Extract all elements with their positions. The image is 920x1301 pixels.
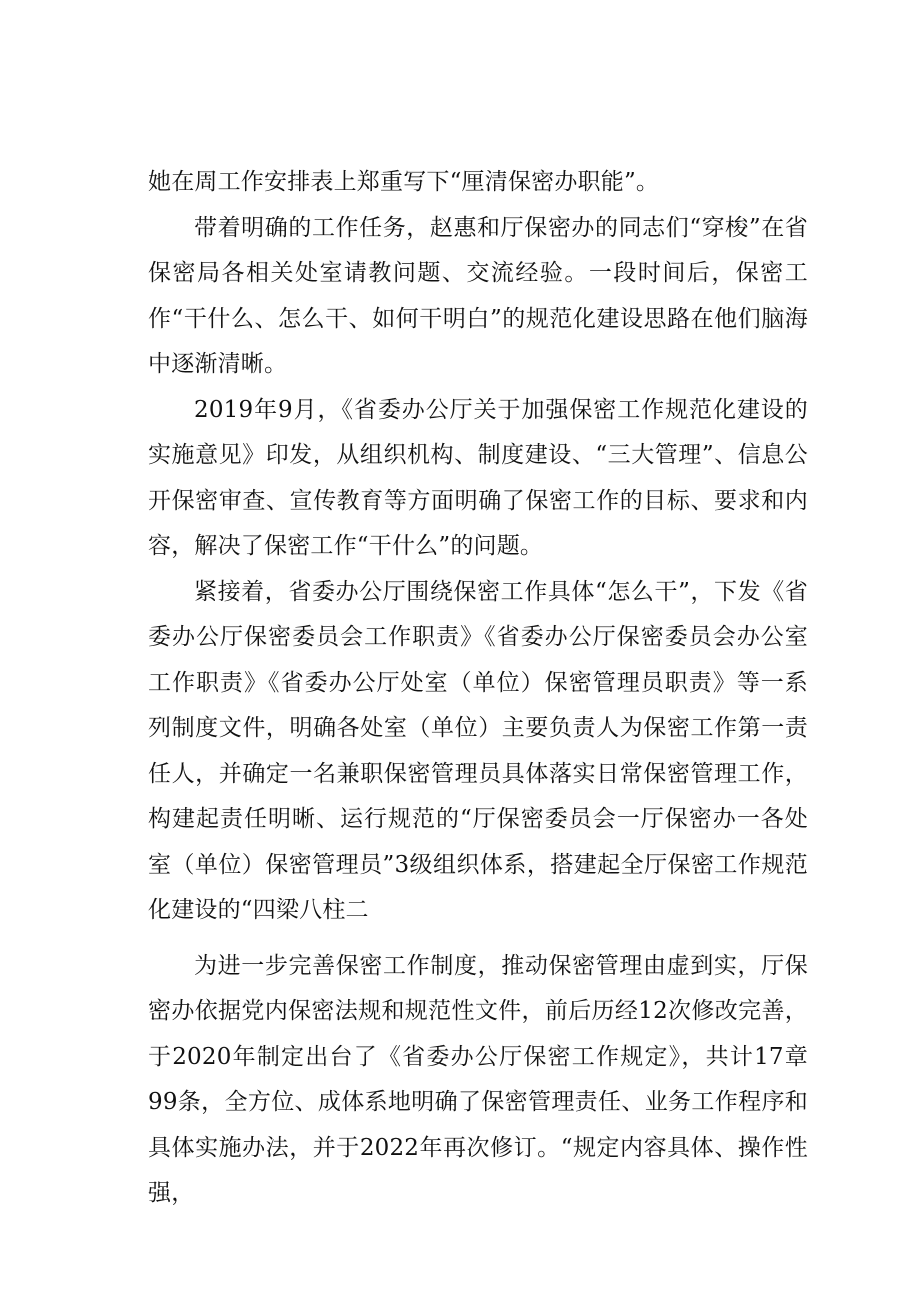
paragraph-3: 2019年9月，《省委办公厅关于加强保密工作规范化建设的实施意见》印发，从组织机构、制度建设、“三大管理”、信息公开保密审查、宣传教育等方面明确了保密工作的目标、要求和内容，解决了保密工作“干什么”的问题。 xyxy=(148,396,808,559)
paragraph-4: 紧接着，省委办公厅围绕保密工作具体“怎么干”，下发《省委办公厅保密委员会工作职责》《省委办公厅保密委员会办公室工作职责》《省委办公厅处室（单位）保密管理员职责》等一系列制度文件，明确各处室（单位）主要负责人为保密工作第一责任人，并确定一名兼职保密管理员具体落实日常保密管理工作，构建起责任明晰、运行规范的“厅保密委员会一厅保密办一各处室（单位）保密管理员”3级组织体系，搭建起全厅保密工作规范化建设的“四梁八柱二 xyxy=(148,578,808,923)
paragraph-5: 为进一步完善保密工作制度，推动保密管理由虚到实，厅保密办依据党内保密法规和规范性文件，前后历经12次修改完善，于2020年制定出台了《省委办公厅保密工作规定》，共计17章99条，全方位、成体系地明确了保密管理责任、业务工作程序和具体实施办法，并于2022年再次修订。“规定内容具体、操作性强， xyxy=(148,952,808,1206)
paragraph-gap xyxy=(148,934,808,944)
paragraph-2: 带着明确的工作任务，赵惠和厅保密办的同志们“穿梭”在省保密局各相关处室请教问题、交流经验。一段时间后，保密工作“干什么、怎么干、如何干明白”的规范化建设思路在他们脑海中逐渐清晰。 xyxy=(148,214,808,377)
article-body xyxy=(148,160,808,1217)
paragraph-1: 她在周工作安排表上郑重写下“厘清保密办职能”。 xyxy=(148,169,660,195)
